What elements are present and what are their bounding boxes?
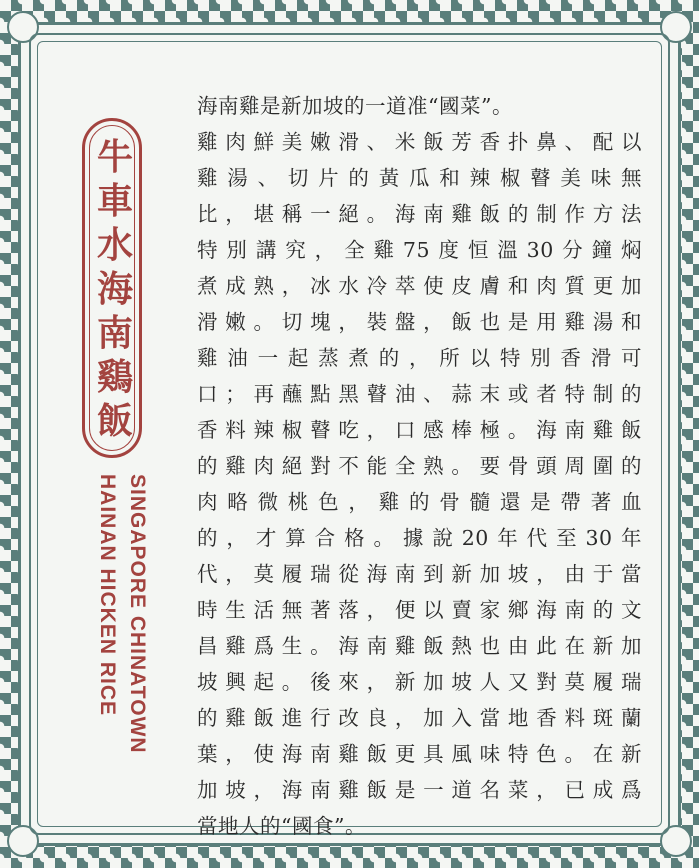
text-line: 的雞肉絕對不能全熟。要骨頭周圍的 [197, 454, 642, 478]
text-line: 時生活無著落，便以賣家鄉海南的文 [197, 598, 642, 622]
text-line: 坡興起。後來，新加坡人又對莫履瑞 [197, 670, 642, 694]
title-char: 車 [96, 180, 133, 222]
text-line: 代，莫履瑞從海南到新加坡，由于當 [197, 562, 642, 586]
description-text [197, 88, 642, 844]
text-line: 葉，使海南雞飯更具風味特色。在新 [197, 742, 642, 766]
english-title [92, 474, 152, 754]
english-title-line-2: HAINAN HICKEN RICE [96, 474, 119, 717]
text-line: 當地人的“國食”。 [197, 814, 366, 838]
text-line: 口；再蘸點黑瞽油、蒜末或者特制的 [197, 382, 642, 406]
text-line: 香料辣椒瞽吃，口感棒極。海南雞飯 [197, 418, 642, 442]
title-char: 飯 [96, 400, 133, 442]
text-line: 的雞飯進行改良，加入當地香料斑蘭 [197, 706, 642, 730]
text-line: 特別講究，全雞75度恒溫30分鐘焖 [197, 238, 642, 262]
title-char: 南 [96, 312, 133, 354]
text-line: 雞肉鮮美嫩滑、米飯芳香扑鼻、配以 [197, 130, 642, 154]
chinese-title [85, 135, 145, 443]
title-char: 牛 [96, 136, 133, 178]
text-line: 加坡，海南雞飯是一道名菜，已成爲 [197, 778, 642, 802]
text-line: 肉略微桃色，雞的骨髓還是帶著血 [197, 490, 642, 514]
english-title-line-1: SINGAPORE CHINATOWN [126, 474, 149, 754]
title-char: 鷄 [96, 356, 133, 398]
text-line: 雞油一起蒸煮的，所以特別香滑可 [197, 346, 642, 370]
text-line: 的，才算合格。據說20年代至30年 [197, 526, 642, 550]
text-line: 比，堪稱一絕。海南雞飯的制作方法 [197, 202, 642, 226]
text-line: 煮成熟，冰水冷萃使皮膚和肉質更加 [197, 274, 642, 298]
title-char: 海 [96, 268, 133, 310]
text-line: 海南雞是新加坡的一道准“國菜”。 [197, 94, 513, 118]
text-line: 雞湯、切片的黃瓜和辣椒瞽美味無 [197, 166, 642, 190]
text-line: 昌雞爲生。海南雞飯熱也由此在新加 [197, 634, 642, 658]
title-plaque [82, 118, 142, 458]
text-line: 滑嫩。切塊，裝盤，飯也是用雞湯和 [197, 310, 642, 334]
title-char: 水 [96, 224, 133, 266]
